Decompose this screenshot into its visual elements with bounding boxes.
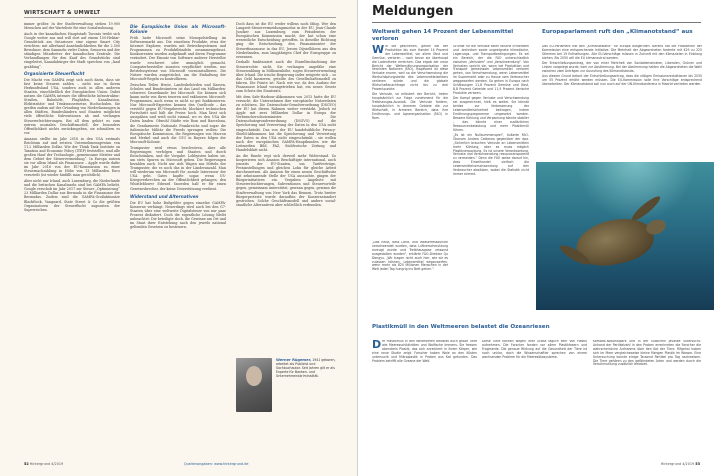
subheading: Die Europäische Union als Microsoft-Kolonie <box>130 24 226 34</box>
paragraph: „Es ist ein Nullsummenspiel“, äußerte FAO-Ökonom Andrea Cattaneo gegenüber der dpa. „Sicherlich brauchen Verluste an Lebensmitteln mehr Kühlung, aber es muss möglich Plastikverpackung. Es ist unsere Verantwortung, Verluste und Verschwendung ressourcensparend zu vermeiden.“ Denn die FAO weise darauf hin, dass Einzelhandel vielfach die Lebensmittelverschwendung auf den Verbraucher abwälzen, wobei die Statistik nicht immer stimmt. <box>453 132 529 176</box>
paragraph: Auch in der kanadischen Hauptstadt Toronto treibt sich Google weiter aus und will dort auf einem 150-Hektar-Grundstück am Ontariosee eine eigene Smart City errichten: mit allerhand Annehmlichkeiten für die 2.500 Bewohner, dem Sammeln vieler Daten, Sensoren und der ständigen Mitarbeiter der kanadischen Zentrale. Die Verhandlungen für den Kauf des Grundstücks sind eingeleitet, Kanadabürger der Stadt sprechen von „land grabbing“. <box>24 31 120 69</box>
article-column <box>372 45 448 241</box>
paragraph: Der Kampf gegen Verluste und Verschwendung sei ausgerechnet, hieß es weiter. Sie könnte beides zur Verbesserung der Lebensmittelsicherheit beitragen, indem Ernährungsprogramme umgesetzt werden. Bessere Kühlung und Verpackung könnte stabiler – das könnte einer zusätzlichen Ressourcenbelastung und mehr Plastikmüll führen. <box>453 96 529 132</box>
paragraph: An die Runde regt sich derweil mehr Widerstand. So kooperieren sich Amazon Beschäftigte international, auch jenseits der EU-Staaten, um Tarifverträge, Festanstellungen und gleichen Lohn für gleiche Arbeit durchzusetzen. Als Amazon für einen neuen Geschäftssitz mit zehntausende Stelle der USA aussuchte, gingen der Bürgerinitiativen ein. Vergaben Angebote mit Steuererleichterungen, Subventionen und Steuervorteile gegen, gemeinsam unterstützt, gewann gegen, gewann die Stadtverwaltung von New York das Rennen. Trotz breiter Bürgerproteste wurde daraufhin der Konzernstandort gestrichen. Solche Geschäftsmodell und andere sozial-staatliche Alternativen aber schließlich verbunden. <box>236 153 336 207</box>
article-column <box>593 340 701 452</box>
article-headline: Europaparlament ruft den „Klimanotstand“ aus <box>542 29 693 35</box>
magazine-issue: Hintergrund 4/2019 <box>660 462 695 466</box>
paragraph: Die Macht von GAMFA zeigt sich auch darin, dass sie fast keine Steuern zahlen – nicht nur in ihrem Herkunftsland USA, sondern auch in allen anderen Staaten, einschließlich der Europäischen Union. Dabei nutzen die GAMFA intensiv die öffentliche Infrastruktur: Straßen, Bahnhöfe, Flughäfen, Kanalisation, Elektrizitäts- und Trinkwassernetze, Hochschulen. Sie greifen zudem auf der Gründung von Niederlassungen in allen Städten, Bundesländern und Staaten möglichst viele öffentliche Subventionen ab und verlangen Steuererleichterungen. Bei all dem gehört es zum extrem asozialen Geschäftsmodell, der besonders Öffentlichkeit nichts zurückzugeben, sie schmälern es vor. <box>24 77 120 135</box>
left-column-2 <box>130 22 226 444</box>
page-number: 53 <box>695 462 700 466</box>
paragraph <box>372 45 448 92</box>
paragraph: Trumpuster wird etwas beschwören, aber alle Regierungen verfolgen und Staaten und durch Entschränken, und die Vorgabe. Lobbyisten haben sie, um stets Spuren zu Microsoft geben. Die Regierungen bezahlen auch. Nicht nur sieh Wagen aus Mitteln der Trumpuster, die es noch das in der Länderanzahl. Man will wiederum von Microsoft für ,soziale Interessen' der USA geht. Gates kaufte sogar, wenn US-Kriegsverbrechen an der Öffentlichkeit gelangen, den Whistleblower Edward Snowden half er für einen Gesetzesbrecher, der keine Unterstützung verdient. <box>130 145 226 191</box>
subheading: Organisierte Steuerflucht <box>24 70 85 76</box>
article-headline: Plastikmüll in den Weltmeeren belastet die Ozeanriesen <box>372 324 550 330</box>
paragraph: Amazon stellte im Jahr 2018 in den USA erstmals Reichtum auf und setzten Unternehmensgewinn von 11,2 Milliarden Dollar. Wie der Think Tank Institute on Taxation and Economic Policy (ITEP) feststellte, sind alle großen Hauf der Technologie „gemeinsame Meister und dem Gebiet der Steuervermeidung“. In Europa nutzen sie vor allem Irland als Finanzoase – Apple wurde dafür im Jahr 2016 von der EU-Kommission zu einer Steuernachzahlung in Höhe von 13 Milliarden Euro verurteilt (ist wieder hinfällt man gerichtlich). <box>24 136 120 178</box>
left-column-1 <box>24 22 120 444</box>
section-header: WIRTSCHAFT & UMWELT <box>24 10 101 16</box>
section-rule <box>24 17 336 18</box>
paragraph: Das EU-Parlament hat den „Klimanotstand“ für Europa ausgerufen. Bereits hat die Präsidentin der Kommission eine entsprechende Initiative. Die Mehrheit der Abgeordneten forderte mit 429 zu 225 Stimmen bei 19 Enthaltungen. Alle EU-Vorschläge müssen in Zukunft mit den Klimazielen in Einklang stehen. Bis 2050 will die EU klimaneutral werden. <box>542 45 702 60</box>
author-bio <box>276 358 336 378</box>
page-footer <box>661 462 700 466</box>
page-title: Meldungen <box>372 4 454 19</box>
paragraph: Mit dem Safe-Harbour-Abkommen von 2015 hatte die EU versucht, die Unternehmen ihre europäische Nutzerdaten zu schützen. Die Datenschutz-Grundverordnung (DSGVO) der EU hat diesen Rahmen weiter verstärkt. Jedoch ist Apple mit zwei Milliarden Dollar in Europa der Verbraucherschutzminister. Die Datenschutzgrundverordnung (DSGVO) auf die Speicherung und Verwertung der Daten in den USA nicht eingeschränkt. Das von der EU handelsübliche Privacy-Shield-Abkommen hat die Speicherung und Verwertung der Daten in den USA nicht eingeschränkt – sie wollen nach der europäischen GAMFA-Hauptkunden wie die Leitmedien Bild, FAZ, Süddeutsche Zeitung und Handelsblatt nicht. <box>236 94 336 152</box>
paragraph: Die Verluste, so erläutert der Bericht, treten hauptsächlich zur Folge zunehmend für die Treibhausgas-Ausstoß. Die Verluste fordern, hauptsächlich in ärmeren Gebiete die zur Wirtschaft, in ärmeren Bereich, dass ihre Ernährungs- und Agrarorganisation (FAO) in Rom. <box>372 92 448 120</box>
paragraph: Diese Tiere können wegen ihrer Größe täglich sehr viel Plastik aufnehmen. Die Forscher fanden vor allem Plastikfasern und Fragmente. Die genaue Wirkung auf die Gesundheit der Tiere ist noch unklar, doch die Wissenschaftler sprechen von einem wachsenden Problem für die Meeresökosysteme. <box>482 340 587 359</box>
paragraph: Der Entschließungsantrag, der von einer Mehrheit von Sozialdemokraten, Liberalen, Grünen und Linken vorgelegt wurde, kam zur Abstimmung. Bei der Abstimmung hatten die Abgeordneten die Wahl zwischen zwei Anträgen zur Ausrufung des Klimanotstands. <box>542 61 702 73</box>
author-name: Werner Rügemer, <box>276 358 312 362</box>
paragraph: Deshalb funktioniert auch die Einzelbeobachtung der Steuerrechte nicht. Sie verlangen ungefähr eine Steuerzahlung in Millionenhöhe, sogen Steuerverwendung über Irland. Die irische Regierung indes weigerte sich – so das Geld kassieren, geteilte des Gesellschaftsmodell zu fahren. Die Pointe ist: Nach wie vor, da den Ausbau der Finanzoase Irland vorangetrieben hat, ein neues Gesetz zum Schutz des Staatsrats. <box>236 60 336 94</box>
author-description: 1941 geboren, arbeitet als Publizist und Sachbuchautor. Seit Jahren gilt er als Experte für Banken- und Unternehmenskriminalität. <box>276 358 336 379</box>
article-headline: Weltweit gehen 14 Prozent der Lebensmittel verloren <box>372 29 514 42</box>
paragraph: Aber nicht nur Irland, auch Luxemburg, die Niederlande und die britischen Kanalinseln sind bei GAMFA beliebt. Google verschob im Jahr 2017 zur Steuer „Optimierung“ 23 Milliarden Dollar aus Bermuda in die Finanzoase der Bermudas. Zudem sind die GAMFA-Großaktionäre BlackRock, Vanguard, State Street & Co die größten Organisatoren der Steuerflucht zugunsten der Superreichen. <box>24 179 120 212</box>
paragraph: Gründe für die Verluste seien falsche Ernteraten und -techniken sowie ungeeignete klimatische, Lagerungs- und Transportbedingungen. Es sei ein Bereich, der die FAO unterschiedlich zwischen „Verlusten“ und „Verschwendung“. Von Verlusten spricht sie, wenn bei Produktion und Transport gemeinsam Lebensmittel verloren gehen, von Verschwendung, wenn Lebensmittel im Supermarkt oder zu Hause vom Verbraucher weggeworfen werden. So gehen in Europa nach Schätzungen 21,6 Prozent Gemüse und Obst, 8,8 Prozent Getreide und 11,9 Prozent tierische Produkte verloren. <box>453 45 529 95</box>
article-column <box>482 340 587 452</box>
author-photo <box>236 358 272 412</box>
article-column <box>372 241 448 315</box>
paragraph: Die EU hat hohe Bußgelder gegen einzelne GAMFA-Konzerne verhängt. Neuerdings wird auch bei den G7-Staaten über eine weltweite Digitalsteuer von nur paar Prozent diskutiert. Doch die eigentliche Lösung bleibt unbeachtet: Die beteiligte doch, die Gewinne am Ort und im Staat ihrer Entstehung nach den jeweils national geltenden Gesetzen zu besteuern. <box>130 200 226 230</box>
article-column <box>372 340 477 452</box>
paragraph-text: ie die geschehen, gehen bei der Produktion bis zum Handel 14 Prozent der Lebensmittel, vor allem Obst und Gemüse, verloren – noch bevor sie überhaupt die Ladentheke erreichen. Das ergab der neue Bericht der Welternährungsorganisation der Vereinten Nationen (FAO). Insgesamt ist diese Verluste enorm, weil so die Verschwendung die Wertschöpfungskette des Lebensmittelsektors verlieren würde und die globale Wirtschaftsnachfrage nicht bis zu drei Prozentpunkte. <box>372 45 448 91</box>
paragraph: Komodo-Nationalpark und in der südlichen Javasee untersucht. Anhand der Partikelzahl in den Proben errechneten die Forscher die wahrscheinliche Aufnahme über den Kot der Tiere. Rifgehai haben sich im Meer vergleichsweise kleine Mengen Plastik im Wasser. Eine Untersuchung konnte einige Tausend Partikel pro Tag nachweisen. Die Tiere gehören zu den gefährdeten Arten und werden durch die Verschmutzung zusätzlich belastet. <box>593 340 701 367</box>
paragraph: Früh hatte Microsoft seine Monopolstellung im Softwaremarkt aus. Die einzelnen Produkte, etwa der Internet Explorer, wurden mit Betriebssystemen und Programmen zu Produktbündeln zusammengefasst. Konkurrenten wurden aufgekauft und deren Programme verändert. Der Einsatz von Software anderer Hersteller wurde erschwert oder unmöglich gemacht. Computerhersteller mussten verpflichtet werden, nur Betriebssysteme von Microsoft vorzuinstallieren. Die Nutzer wurden ausgetrickst, um die Einhaltung der Microsoft-Regeln zu kontrollieren. <box>130 36 226 81</box>
left-column-3 <box>236 22 336 344</box>
author-box <box>236 358 336 430</box>
page-footer <box>24 462 336 466</box>
paragraph: Doch dass ist die EU weder willens noch fähig. Wer den Langzeit-Steuervermeidungsmodus in der EU, Jean-Claude Juncker aus Luxemburg, zum Präsidenten der Europäischen Kommission macht, der hat schon eine wesentliche Entscheidung getroffen. In dieselbe Richtung ging die Entscheidung, den Finanzminister der Steuerfinanzoase in das EU, Jeroen Dijsselbloem aus den Niederlanden, zum langjährigen Chef der Eurogruppe zu ernennen. <box>236 22 336 59</box>
paragraph-text: er Plastikmüll in den Weltmeeren belastet auch große Tiere wie Meeresschildkröten und Walfische immens. Sie fressen obendrein Plastik, das sich anreichert in ihrem Körper, wie eine neue Studie zeigt. Forscher haben Wale an den Küsten untersucht und Mikroplastik in Proben aus Kot gefunden. Das Problem betrifft alle Ozeane der Welt. <box>372 340 477 363</box>
magazine-issue: Hintergrund 4/2019 <box>29 462 64 466</box>
paragraph: Aus diesem Grund betont der Entschließungsantrag, dass die nötigen Emissionsreduktionen bis 2030 um 55 Prozent erhöht werden müssen. Die EU-Kommission solle ihre Vorschläge entsprechend überarbeiten. Der Klimanotstand soll nun auch auf der UN-Klimakonferenz in Madrid vertreten werden. <box>542 74 702 87</box>
page-number: 52 <box>24 462 29 466</box>
article-column <box>542 45 702 155</box>
right-page <box>357 0 714 476</box>
subheading: Widerstand und Alternativen <box>130 193 199 199</box>
paragraph: „Das heißt, dass Land- und Wasserressourcen verschwendet wurden, dass Luftverschmutzung erzeugt wurde und Treibhausgase umsonst ausgestoßen wurden“, erklärte FAO-Direktor Qu Dongyu. „Wir tragen nicht auch hier, wie wir es zulassen können, Lebensmittel wegzuwerfen, wenn mehr als 820 Millionen Menschen in der Welt jeden Tag hungrig ins Bett gehen.“ <box>372 241 448 272</box>
source-note: Quellenangaben: www.hintergrund.de <box>184 462 249 466</box>
sea-turtle-photo <box>536 162 714 310</box>
title-rule <box>372 22 701 23</box>
drop-cap: W <box>372 45 385 56</box>
article-column <box>453 45 529 315</box>
paragraph: Zwischen Teilen Heute, Landesbehörden und Kassen, Schulen und Bundesämtern ist das Land ein Milliarden-schweres Dauerkunde bei Microsoft. Sie können sich kaum mehr von ihren teueren und exklusiven Microsoft-Programmen, auch wenn es nicht so gut funktionieren. Nur Microsoft-Experten kennen den Quellcode – das verstößt gegen EU-Vergaberecht, blockiert technischen Fortschritt und hält die Preise hoch. Man lässt sich ausspähen und weiß nicht einmal, wo es den USA die Daten landen. Obwohl Städte wie Rom und Barcelona, die Gendarmerie Nationale Frankreichs und sogar die italienische Militär die Freeds sprengen wollen: Die Europäische Kommission, die Regierungen von Macron und Merkel und auch die CSU in Bayern folgen der Microsoft-Kolonie. <box>130 82 226 144</box>
drop-cap: D <box>372 340 382 351</box>
paragraph: immer größer. In der Stadtverwaltung stehen 19.900 Menschen auf der Warteliste für eine Sozialwohnung. <box>24 22 120 31</box>
paragraph <box>372 340 477 363</box>
